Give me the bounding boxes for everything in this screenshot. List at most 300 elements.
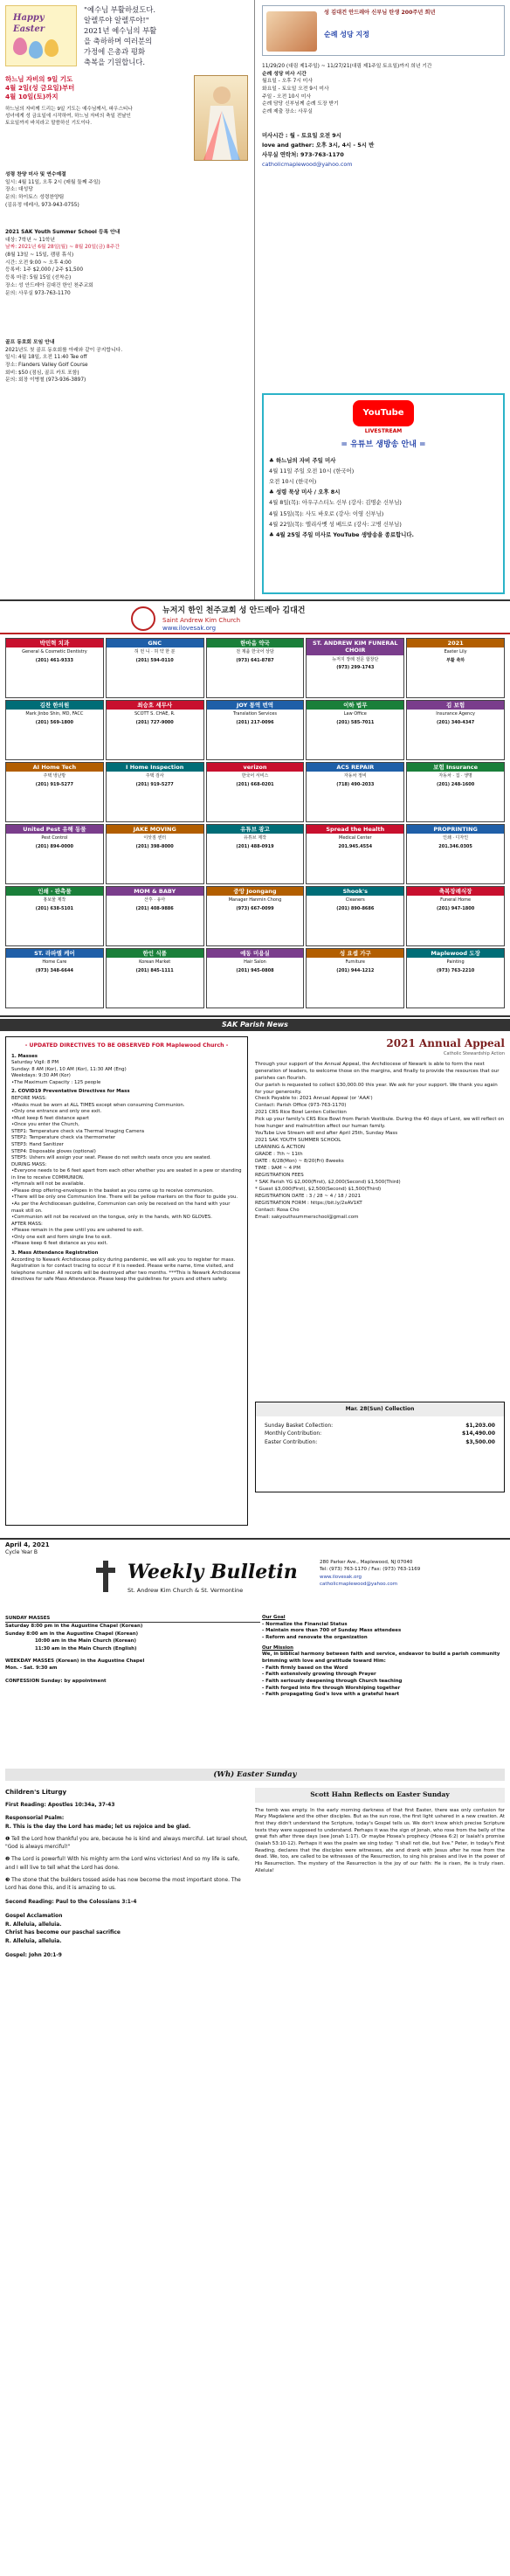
business-ad [206,948,305,1008]
youth-camp-line: 장소: 성 안드레아 김대건 한인 천주교회 [5,282,93,288]
ad-phone: (201) 727-9000 [135,719,174,725]
covid-line: STEP3: Hand Sanitizer [11,1141,64,1147]
annual-line: 2021 CRS Rice Bowl Lenten Collection [255,1110,347,1116]
business-ad [306,638,404,698]
acclamation-line: Christ has become our paschal sacrifice [5,1930,121,1936]
jubilee-line: 화요일 - 토요일 오전 9시 미사 [262,87,329,93]
ad-body: 뉴저지 장례 전문 합창단 [332,656,379,662]
ad-title: 예동 미용실 [207,949,304,958]
ad-phone: (201) 594-0110 [135,657,174,663]
website-link[interactable]: www.ilovesak.org [320,1574,362,1580]
youtube-item: 오전 10시 (한국어) [269,478,317,486]
mission-item: - Faith seriously deepening through Church teaching [262,1679,403,1685]
ad-phone: (201) 408-9886 [135,905,174,911]
saint-portrait-image [266,11,317,52]
mass-line: 11:30 am in the Main Church (English) [35,1645,137,1652]
mass-line: Sunday 8:00 am in the Augustine Chapel (Korean) [5,1631,139,1637]
business-ad [406,824,505,884]
golf-title: 골프 동호회 모임 안내 [5,340,55,345]
annual-line: YouTube Live Stream will end after April 25th, Sunday Mass [255,1131,398,1137]
covid-line: •There will be only one Communion line. There will be yellow markers on the floor to guide you. [11,1195,238,1201]
ads-grid [5,638,505,1008]
ad-body: Korean Market [139,959,171,966]
ad-phone: (973) 763-2210 [437,967,475,973]
jubilee-line: 월요일 - 오후 7시 미사 [262,79,313,85]
ad-title: Shook's [307,887,403,896]
mass-line: Mon. - Sat. 9:30 am [5,1665,58,1672]
collection-row [265,1430,495,1438]
covid-line: STEP2: Temperature check via thermometer [11,1135,116,1141]
covid-line: •Please drop offering-envelopes in the basket as you come up to receive communion. [11,1188,214,1194]
easter-egg-icon [45,39,59,57]
ad-title: United Pest 유해 동물 [6,825,103,834]
jubilee-line: 순례 제출 장소: 사무실 [262,109,313,115]
ad-title: Spread the Health [307,825,403,834]
ad-title: ST. 라파엘 케어 [6,949,103,958]
weekly-bulletin [0,1538,510,2576]
directory-web[interactable]: www.ilovesak.org [162,625,217,632]
ad-phone: (201) 944-1212 [336,967,375,973]
ad-phone: (201) 919-5277 [135,781,174,787]
acclamation-line: R. Alleluia, alleluia. [5,1922,62,1928]
golf-notice [5,339,250,384]
ad-title: 최승호 세무사 [107,701,203,710]
covid-line: •Only one entrance and only one exit. [11,1109,102,1115]
ad-title: 유튜브 광고 [207,825,304,834]
ad-body: Medical Center [339,835,372,841]
ad-body: 홍보물 제작 [43,897,66,904]
masses-line: Weekdays: 9:30 AM (Kor) [11,1073,71,1079]
mass-line: 10:00 am in the Main Church (Korean) [35,1638,136,1645]
reflection-text: The tomb was empty. In the early morning darkness of that first Easter, there was only confusion for Mary Magdalene and the other disciples. But as the sun rose, the first light ushered in a new creation. At first they didn't understand the Scripture, today's Gospel tells us. We don't know which precise Scripture texts they were supposed to understand. Perhaps it was the sign of Jonah, who rose from the belly of the great fish after three days (see Jonah 1:17). Or maybe Hosea's prophecy (Hosea 6:2) or Isaiah's promise (Isaiah 53:10-12). Perhaps it was the psalm we sing today: "I shall not die, but live." Peter, in today's First Reading, declares that the disciples were witnesses, ate and drank with Jesus after he rose from the dead. We, too, are called to be witnesses of the Resurrection, to sing his praises and live in the power of His Resurrection. The mystery of the Resurrection is the joy of our faith: He is risen, He is truly risen. Alleluia! [255,1807,505,1873]
youth-camp-line: (8월 13일 ~ 15일, 캠핑 휴식) [5,253,74,259]
annual-line: Email: sakyouthsummerschool@gmail.com [255,1214,359,1220]
acclamation-heading: Gospel Acclamation [5,1913,63,1919]
collection-box [255,1402,505,1492]
divine-mercy-date: 4월 10일(토)까지 [5,92,59,100]
ad-body: Manager Hanmin Chong [228,897,282,904]
our-goal [262,1615,505,1762]
divine-mercy-notice [5,75,180,128]
youtube-item: 4월 22일(목): 엘리사벳 성 베드로 (강사: 고병 신부님) [269,520,402,528]
psalm-verse: ❷ The Lord is powerful! With his mighty arm the Lord wins victories! And so my life is safe, and I will live to tell what the Lord has done. [5,1857,240,1871]
childrens-liturgy [5,1788,250,2557]
ad-phone: (201) 919-5277 [35,781,73,787]
business-ad [106,762,204,822]
mission-item: - Faith firmly based on the Word [262,1665,348,1671]
annual-line: Contact: Parish Office (973-763-1170) [255,1103,347,1109]
ad-title: JAKE MOVING [107,825,203,834]
ad-body: Insurance Agency [436,711,475,717]
covid-line: STEP5: Ushers will assign your seat. Please do not switch seats once you are seated. [11,1155,211,1161]
directives-heading: 1. Masses [11,1053,38,1059]
collection-label: Easter Contribution: [265,1438,318,1445]
golf-line: 문의: 회장 이병철 (973-936-3897) [5,377,86,384]
goal-heading: Our Goal [262,1615,286,1620]
mass-days: 미사시간 : 월 - 토요일 오전 9시 [262,132,341,139]
greeting-line: 알렐루야 알렐루야!" [84,15,149,24]
covid-line: •Communion will not be received on the tongue, only in the hands, with NO GLOVES. [11,1215,212,1221]
business-ad [206,886,305,946]
greeting-line: 가정에 은총과 평화 [84,46,146,56]
jubilee-title: 성 김대건 안드레아 신부님 탄생 200주년 희년 [324,10,436,16]
covid-line: •Must keep 6 feet distance apart [11,1115,89,1121]
youtube-item: 4월 8일(목): 아우구스티노 신부 (강사: 김명순 신부님) [269,499,402,507]
ad-phone: (201) 890-8686 [336,905,375,911]
happy-easter-logo: Happy Easter [13,13,45,34]
ad-phone: (201) 340-4347 [437,719,475,725]
covid-line: •Please keep 6 feet distance as you exit. [11,1241,108,1247]
business-ad [406,762,505,822]
masses-line: Saturday Vigil: 8 PM [11,1060,59,1066]
ad-title: 인쇄 · 판촉물 [6,887,103,896]
collection-amount: $14,490.00 [462,1430,495,1437]
collection-label: Monthly Contribution: [265,1430,322,1437]
business-ad [306,762,404,822]
korean-announcements [0,0,510,601]
business-ad [206,824,305,884]
ad-phone: (201) 947-1800 [437,905,475,911]
bulletin-date: April 4, 2021 [5,1541,50,1548]
youth-camp-line: 대상: 7학년 ~ 11학년 [5,237,56,243]
youtube-item: ♣ 4월 25일 주일 미사로 YouTube 생방송을 종료합니다. [269,530,414,538]
goal-item: - Maintain more than 700 of Sunday Mass attendees [262,1628,402,1634]
ad-title: 한인 식품 [107,949,203,958]
bulletin-church: St. Andrew Kim Church & St. Vermontine [128,1587,244,1594]
ad-title: 김 보험 [407,701,504,710]
jubilee-line: 순례 성당 미사 시간 [262,71,307,77]
ad-body: 이삿짐 센터 [143,835,167,841]
business-ad [206,700,305,760]
ad-title: 한마음 약국 [207,639,304,647]
bible-class-line: 일시: 4월 11일, 오후 2시 (매월 둘째 주일) [5,179,100,185]
ad-body: Furniture [345,959,366,966]
covid-line: •Only one exit and form single line to exit. [11,1234,112,1240]
youth-camp-notice [5,229,250,297]
annual-line: Our parish is requested to collect $30,000.00 this year. We ask for your support. We thank you again for your generosity. [255,1082,498,1095]
ad-title: 중앙 Joongang [207,887,304,896]
business-ad [406,638,505,698]
ad-phone: (201) 398-8000 [135,843,174,849]
ad-title: verizon [207,763,304,772]
parish-news-header: SAK Parish News [0,1019,510,1031]
annual-appeal [255,1036,505,1316]
business-ad [106,948,204,1008]
easter-egg-icon [13,38,27,55]
ad-title: 축복장례식장 [407,887,504,896]
directory-english: Saint Andrew Kim Church [162,617,241,624]
mission-text: We, in biblical harmony between faith and service, endeavor to build a parish community brimming with love and gratitude toward Him: [262,1652,500,1665]
ad-body: 자동차 정비 [343,773,367,779]
divine-mercy-title: 하느님 자비의 9일 기도 [5,75,73,83]
ad-phone: (973) 299-1743 [336,665,375,671]
ad-phone: 부활 축하 [446,657,465,663]
jubilee-line: 주일 - 오전 10시 미사 [262,93,312,100]
annual-line: * SAK Parish YG $2,000(First), $2,000(Second) $1,500(Third) [255,1180,401,1186]
livestream-label: LIVESTREAM [364,428,403,434]
ad-body: Translation Services [233,711,277,717]
annual-line: LEARNING & ACTION [255,1145,305,1151]
golf-line: 회비: $50 (점심, 골프 카트 포함) [5,370,79,376]
reading-line: First Reading: Apostles 10:34a, 37-43 [5,1802,115,1808]
mission-item: - Faith forged into fire through Worshiping together [262,1685,401,1691]
ad-title: Maplewood 도장 [407,949,504,958]
ad-body: Mark Jinbo Shin, MD, FACC [25,711,84,717]
ad-title: 박민혁 치과 [6,639,103,647]
right-column [255,0,510,601]
ad-body: Easter Lily [444,649,467,655]
ad-phone: (201) 569-1800 [35,719,73,725]
ad-body: 주택 검사 [145,773,164,779]
business-ad [306,824,404,884]
collection-row [265,1438,495,1447]
directives-heading: 3. Mass Attendance Registration [11,1250,99,1256]
office-phone: 사무실 연락처: 973-763-1170 [262,150,344,158]
psalm-verse: ❸ The stone that the builders tossed aside has now become the most important stone. The Lord has done this, and it is amazing to us. [5,1877,241,1892]
bible-class-notice [5,171,250,209]
youth-camp-line: 시간: 오전 9:00 ~ 오후 4:00 [5,260,72,266]
ad-body: 전 제품 한국어 상담 [236,649,274,655]
business-directory [0,603,510,1012]
confession-line: CONFESSION Sunday: by appointment [5,1678,107,1684]
business-ad [306,886,404,946]
bible-class-line: (김유정 데레사, 973-943-0755) [5,202,79,208]
divine-mercy-image [194,75,248,161]
ad-title: 2021 [407,639,504,647]
jubilee-line: 순례 담당 신부님께 순례 도장 받기 [262,101,339,107]
goal-item: - Reform and renovate the organization [262,1635,368,1641]
greeting-line: 축복을 기원합니다. [84,57,146,66]
covid-line: •Once you enter the Church, [11,1122,79,1128]
ad-body: 산후 · 유아 [144,897,166,904]
ad-phone: (973) 348-6644 [35,967,73,973]
collection-amount: $3,500.00 [465,1438,495,1445]
business-ad [5,638,104,698]
bulletin-masthead [5,1559,505,1601]
ad-body: Law Office [343,711,367,717]
ad-title: ACS REPAIR [307,763,403,772]
easter-egg-icon [29,41,43,59]
collection-title: Mar. 28(Sun) Collection [256,1402,504,1416]
gospel-line: Gospel: John 20:1-9 [5,1952,62,1958]
ad-phone: 201.346.0305 [438,843,472,849]
ad-phone: 201.945.4554 [338,843,373,849]
annual-appeal-logo: 2021 Annual Appeal [386,1037,505,1049]
ad-body: Painting [446,959,465,966]
easter-greeting [84,5,248,72]
business-ad [106,638,204,698]
sunday-masses-heading: SUNDAY MASSES [5,1615,260,1623]
covid-line: •As per the Archdiocesan guideline, Communion can only be received on the hand with your mask still on. [11,1201,231,1214]
ad-body: Hair Salon [244,959,266,966]
annual-line: Pick up your family's CRS Rice Bowl from Parish Vestibule. During the 40 days of Lent, we will reflect on how hunger and malnutrition affect our human family. [255,1117,505,1130]
youth-camp-title: 2021 SAK Youth Summer School 등록 안내 [5,230,121,235]
ad-body: 인쇄 · 디자인 [443,835,469,841]
easter-sunday-band: (Wh) Easter Sunday [5,1769,505,1781]
youtube-item: 4월 11일 주일 오전 10시 (한국어) [269,467,355,474]
business-ad [206,638,305,698]
jubilee-info [262,63,503,116]
bible-class-line: 문의: 하이토스 성령찬양팀 [5,195,65,201]
annual-line: 2021 SAK YOUTH SUMMER SCHOOL [255,1138,341,1144]
business-ad [406,700,505,760]
divine-mercy-date: 4월 2일(성 금요일)부터 [5,83,75,92]
psalm-heading: Responsorial Psalm: [5,1816,65,1822]
youth-camp-line: 문의: 사무실 973-763-1170 [5,290,71,296]
reflection-title: Scott Hahn Reflects on Easter Sunday [255,1788,505,1803]
annual-line: TIME : 9AM ~ 4 PM [255,1166,300,1172]
youtube-livestream-box [262,393,505,594]
covid-line: •Please remain in the pew until you are ushered to exit. [11,1228,144,1234]
youth-camp-line: 등록비: 1주 $2,000 / 2주 $1,500 [5,267,84,274]
bible-class-line: 장소: 대성당 [5,187,33,193]
reading-line: Second Reading: Paul to the Colossians 3:1-4 [5,1900,137,1906]
directory-header [0,603,510,634]
covid-line: DURING MASS: [11,1161,47,1167]
directives-title: - UPDATED DIRECTIVES TO BE OBSERVED FOR Maplewood Church - [24,1042,229,1049]
ad-phone: (201) 488-0919 [236,843,274,849]
youth-camp-line: 등록 마감: 5월 15일 (선착순) [5,275,72,281]
love-gather-times: love and gather: 오후 3시, 4시 - 5시 반 [262,141,375,149]
sunday-masses [5,1615,260,1762]
ad-body: Cleaners [345,897,365,904]
left-column [0,0,255,601]
business-ad [406,948,505,1008]
ad-phone: (201) 668-0201 [236,781,274,787]
ad-body: Home Care [42,959,67,966]
mass-line: WEEKDAY MASSES (Korean) in the Augustine Chapel [5,1658,145,1664]
ad-phone: (973) 641-8787 [236,657,274,663]
business-ad [5,700,104,760]
ad-body: 유튜브 제작 [244,835,266,841]
ad-phone: (201) 945-0808 [236,967,274,973]
annual-appeal-tag: Catholic Stewardship Action [444,1051,505,1057]
ad-title: PROPRINTING [407,825,504,834]
ad-title: AI Home Tech [6,763,103,772]
ad-body: Pest Control [41,835,68,841]
youtube-title: = 유튜브 생방송 안내 = [341,440,426,449]
covid-line: AFTER MASS: [11,1221,43,1227]
ad-body: 허 먼 니 · 허 약 한 분 [134,649,176,655]
ad-title: 보험 Insurance [407,763,504,772]
office-email[interactable]: catholicmaplewood@yahoo.com [262,160,353,168]
ad-phone: (201) 585-7011 [336,719,375,725]
happy-easter-card [5,5,77,66]
ad-title: GNC [107,639,203,647]
business-ad [5,886,104,946]
acclamation-line: R. Alleluia, alleluia. [5,1939,62,1945]
ad-body: Funeral Home [440,897,472,904]
cross-icon [93,1559,119,1594]
business-ad [306,700,404,760]
business-ad [5,948,104,1008]
ad-title: 이하 법무 [307,701,403,710]
ad-phone: (201) 248-1600 [437,781,475,787]
ad-body: SCOTT S. CHAE, R. [134,711,176,717]
youtube-item: 4월 15일(목): 사도 바오로 (강사: 이영 신부님) [269,509,384,517]
ad-title: 성 요셉 가구 [307,949,403,958]
church-logo-icon [131,606,155,631]
covid-line: •Hymnals will not be available. [11,1181,86,1188]
masses-line: Sunday: 8 AM (Kor), 10 AM (Kor), 11:30 AM (Eng) [11,1066,127,1072]
business-ad [106,700,204,760]
annual-line: GRADE : 7th ~ 11th [255,1152,303,1158]
ad-body: 주택 냉난방 [43,773,66,779]
directives-heading: 2. COVID19 Preventative Directives for Mass [11,1089,130,1095]
collection-amount: $1,203.00 [465,1422,495,1429]
ad-phone: (973) 667-0099 [236,905,274,911]
liturgy-heading: Children's Liturgy [5,1789,67,1796]
phone-line: Tel: (973) 763-1170 / Fax: (973) 763-1169 [320,1567,421,1573]
mass-line: Saturday 8:00 pm in the Augustine Chapel (Korean) [5,1624,143,1630]
covid-line: BEFORE MASS: [11,1096,47,1102]
covid-line: •Everyone needs to be 6 feet apart from each other whether you are seated in a pew or standing in line to receive COMMUNION. [11,1168,242,1181]
mission-item: - Faith extensively growing through Prayer [262,1672,376,1678]
jubilee-line: 11/29/20 (대림 제1주일) ~ 11/27/21(대림 제1주일 토요일)까지 희년 기간 [262,64,432,69]
collection-label: Sunday Basket Collection: [265,1422,334,1429]
ad-body: 자동차 · 집 · 생명 [438,773,472,779]
greeting-line: 을 축하하며 여러분의 [84,36,153,45]
registration-text: According to Newark Archdiocese policy during pandemic, we will ask you to register for mass. Registration is for contact tracing to occur if it is needed. Please write name, time visited, and telephone number. All records will be destroyed after two months. ***This is Newark Archdiocese directives for safe Mass Attendance. Please keep the guidelines for yours and others safety. [11,1257,241,1283]
golf-line: 장소: Flanders Valley Golf Course [5,363,88,369]
goal-item: - Normalize the Financial Status [262,1621,348,1627]
annual-line: * Guest $3,000(First), $2,500(Second) $1,500(Third) [255,1187,382,1193]
covid-line: STEP4: Disposable gloves (optional) [11,1148,96,1154]
parish-news [0,1015,510,1534]
mission-heading: Our Mission [262,1645,293,1651]
bulletin-title: Weekly Bulletin [128,1561,298,1583]
ad-phone: (201) 217-0096 [236,719,274,725]
scott-hahn-reflection [255,1788,505,2557]
ad-body: General & Cosmetic Dentistry [22,649,87,655]
mass-times [262,131,503,170]
ad-title: I Home Inspection [107,763,203,772]
collection-row [265,1422,495,1430]
ad-phone: (201) 845-1111 [135,967,174,973]
ad-body: 한국어 서비스 [241,773,269,779]
business-ad [5,824,104,884]
annual-line: REGISTRATION FEES [255,1173,304,1179]
email-link[interactable]: catholicmaplewood@yahoo.com [320,1581,398,1587]
ad-title: ST. ANDREW KIM FUNERAL CHOIR [307,639,403,655]
annual-line: REGISTRATION DATE : 3 / 28 ~ 4 / 18 / 2021 [255,1194,361,1200]
updated-directives [5,1036,248,1526]
golf-line: 일시: 4월 18일, 오전 11:40 Tee off [5,355,87,361]
bible-class-title: 성령 찬양 미사 및 연수예절 [5,172,66,177]
ad-title: JOY 통역 번역 [207,701,304,710]
greeting-line: 2021년 예수님의 부활 [84,25,157,35]
youtube-item: ♣ 하느님의 자비 주일 미사 [269,456,336,464]
greeting-line: "예수님 부활하셨도다. [84,5,155,14]
masses-line: •The Maximum Capacity : 125 people [11,1079,101,1085]
jubilee-subtitle: 순례 성당 지정 [324,31,369,38]
address-line: 280 Parker Ave., Maplewood, NJ 07040 [320,1560,413,1565]
bulletin-cycle: Cycle Year B [5,1549,38,1555]
youtube-item: ♣ 성령 묵상 미사 / 오후 8시 [269,488,341,496]
youth-camp-line: 날짜: 2021년 6월 28일(월) ~ 8월 20일(금) 8주간 [5,245,120,251]
business-ad [206,762,305,822]
annual-line: DATE : 6/28(Mon) ~ 8/20(Fri) 8weeks [255,1159,344,1165]
psalm-verse: ❶ Tell the Lord how thankful you are, because he is kind and always merciful. Let Israel shout, "God is always merciful!" [5,1836,248,1851]
business-ad [106,824,204,884]
ad-phone: (718) 490-2033 [336,781,375,787]
covid-line: •Masks must be worn at ALL TIMES except when consuming Communion. [11,1102,185,1108]
jubilee-banner [262,5,505,56]
divine-mercy-text: 하느님의 자비께 드리는 9일 기도는 예수님께서, 파우스티나 성녀에게 성 금요일에 시작하여, 하느님 자비의 축일 전날인 토요일까지 바치라고 말씀하신 기도이다. [5,106,133,126]
annual-line: Check Payable to: 2021 Annual Appeal (or 'AAA') [255,1096,373,1102]
psalm-response: R. This is the day the Lord has made; let us rejoice and be glad. [5,1825,191,1831]
golf-line: 2021년도 첫 골프 동호회를 아래와 같이 공지합니다. [5,347,123,353]
